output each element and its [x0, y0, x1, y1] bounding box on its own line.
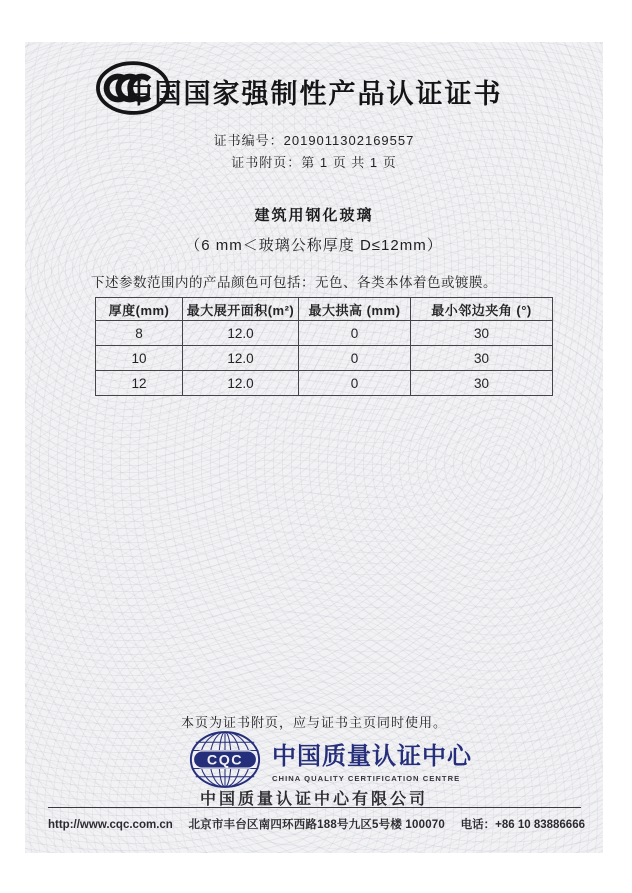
table-cell: 0	[299, 371, 411, 396]
cqc-name-block	[272, 736, 492, 783]
table-cell: 0	[299, 346, 411, 371]
table-cell: 8	[96, 321, 183, 346]
footer-divider	[48, 807, 581, 808]
thickness-range: （6 mm＜玻璃公称厚度 D≤12mm）	[185, 237, 443, 254]
table-row	[96, 346, 553, 371]
cqc-name-cn: 中国质量认证中心	[272, 743, 472, 770]
table-cell: 30	[411, 371, 553, 396]
col-header-thickness: 厚度(mm)	[96, 298, 183, 321]
table-cell: 30	[411, 346, 553, 371]
cqc-website: http://www.cqc.com.cn	[48, 819, 173, 831]
table-row	[96, 321, 553, 346]
table-cell: 10	[96, 346, 183, 371]
table-header-row	[96, 298, 553, 321]
col-header-min-angle: 最小邻边夹角 (°)	[411, 298, 553, 321]
certificate-page-info: 证书附页：第 1 页 共 1 页	[231, 155, 397, 170]
cqc-address: 北京市丰台区南四环西路188号九区5号楼 100070	[188, 819, 445, 831]
certificate-number: 证书编号：2019011302169557	[213, 133, 415, 148]
cqc-logo-text: CQC	[206, 752, 244, 769]
table-cell: 30	[411, 321, 553, 346]
col-header-max-area: 最大展开面积(m²)	[183, 298, 299, 321]
parameters-table	[95, 297, 553, 396]
footer-contact-row	[48, 816, 585, 832]
table-cell: 12	[96, 371, 183, 396]
attachment-usage-note: 本页为证书附页，应与证书主页同时使用。	[180, 715, 447, 730]
cqc-name-en: CHINA QUALITY CERTIFICATION CENTRE	[272, 774, 461, 783]
color-note: 下述参数范围内的产品颜色可包括：无色、各类本体着色或镀膜。	[91, 275, 497, 290]
cqc-phone: 电话：+86 10 83886666	[460, 819, 585, 831]
table-cell: 12.0	[183, 321, 299, 346]
table-cell: 0	[299, 321, 411, 346]
table-row	[96, 371, 553, 396]
cqc-company-name: 中国质量认证中心有限公司	[199, 791, 428, 808]
table-cell: 12.0	[183, 371, 299, 396]
col-header-max-bow: 最大拱高 (mm)	[299, 298, 411, 321]
certificate-page	[25, 42, 603, 853]
cqc-globe-icon	[189, 730, 261, 789]
certificate-title: 中国国家强制性产品认证证书	[125, 79, 503, 109]
product-name: 建筑用钢化玻璃	[254, 207, 374, 224]
table-cell: 12.0	[183, 346, 299, 371]
